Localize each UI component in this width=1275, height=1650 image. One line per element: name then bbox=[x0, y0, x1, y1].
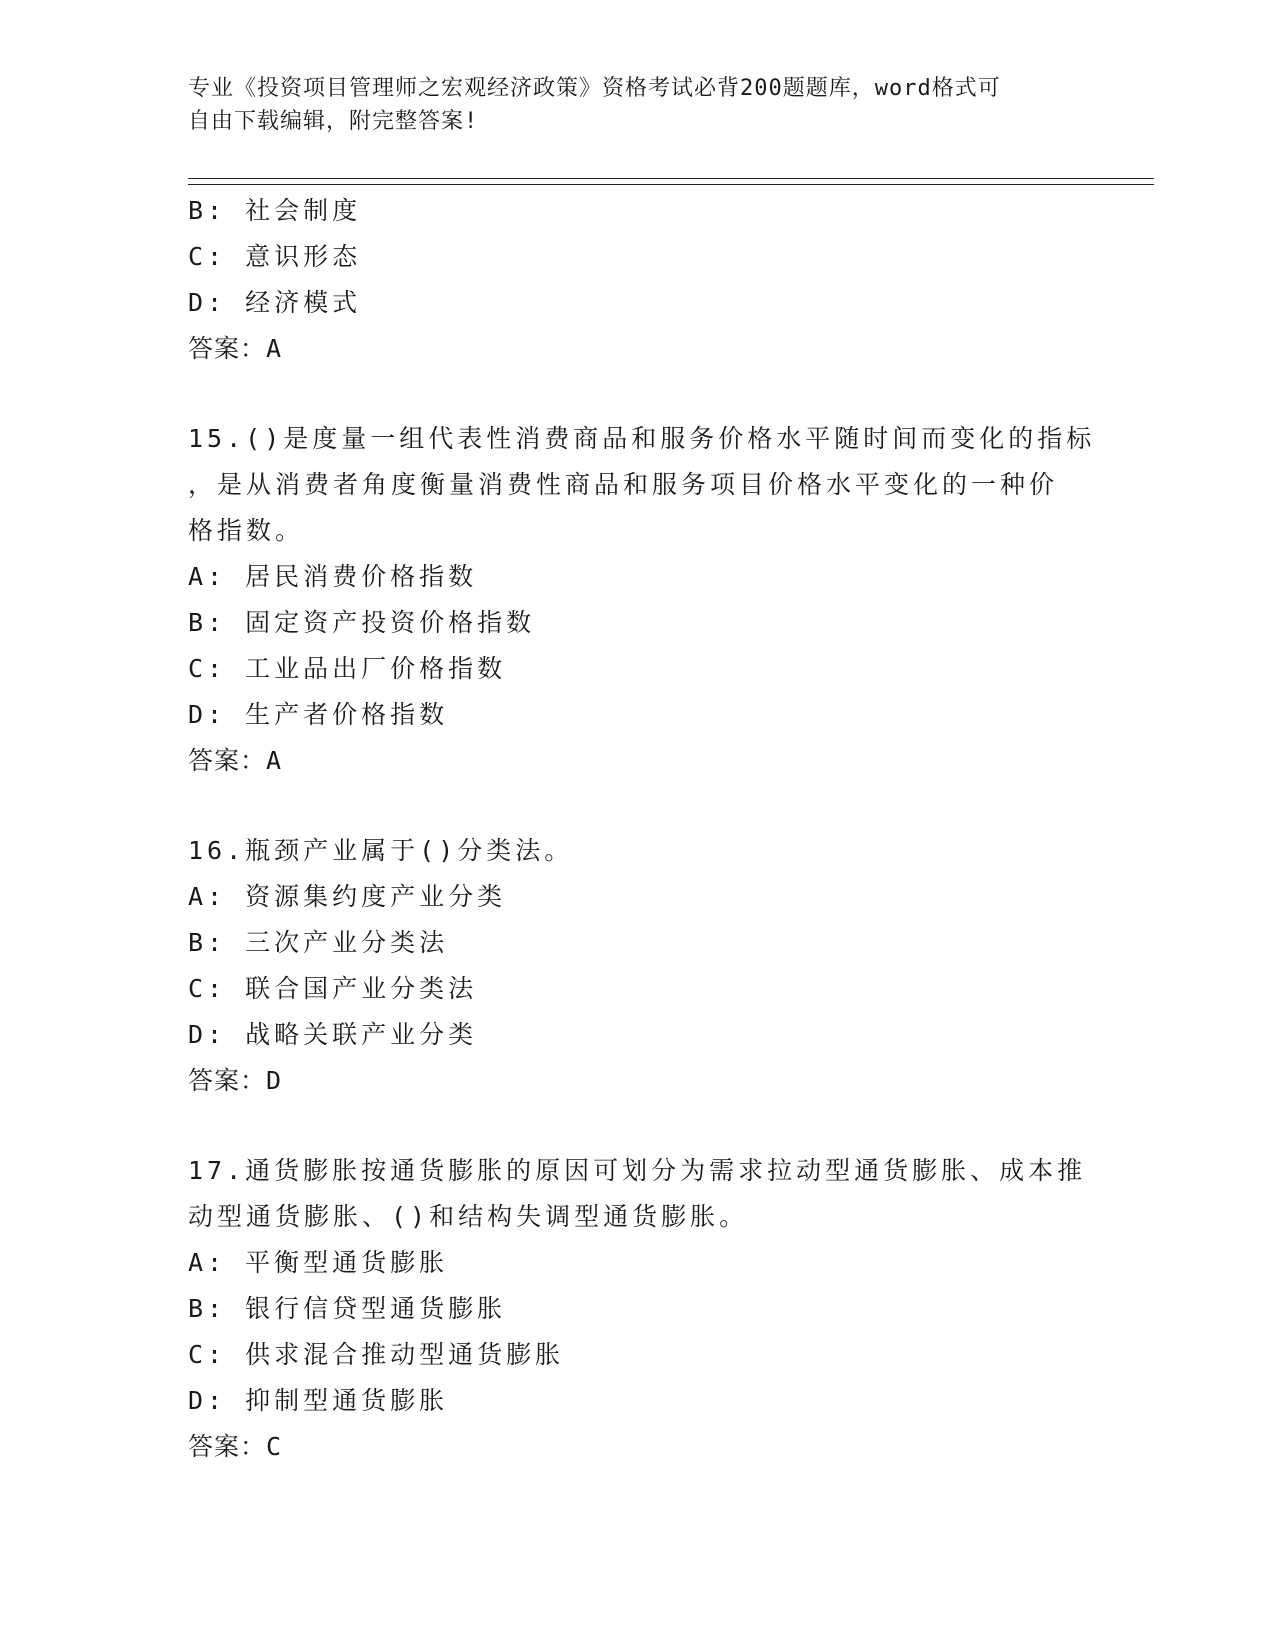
option-d: D: 生产者价格指数 bbox=[188, 700, 449, 729]
question-stem-line: 17.通货膨胀按通货膨胀的原因可划分为需求拉动型通货膨胀、成本推 bbox=[188, 1156, 1087, 1185]
question-stem-line: 格指数。 bbox=[188, 516, 305, 545]
option-c: C: 工业品出厂价格指数 bbox=[188, 654, 507, 683]
answer-line: 答案：A bbox=[188, 334, 283, 363]
question-stem-line: ，是从消费者角度衡量消费性商品和服务项目价格水平变化的一种价 bbox=[188, 470, 1059, 499]
option-a: A: 居民消费价格指数 bbox=[188, 562, 478, 591]
option-c: C: 联合国产业分类法 bbox=[188, 974, 478, 1003]
option-b: B: 银行信贷型通货膨胀 bbox=[188, 1294, 507, 1323]
option-c: C: 意识形态 bbox=[188, 242, 362, 271]
question-16 bbox=[188, 828, 1088, 1104]
option-d: D: 战略关联产业分类 bbox=[188, 1020, 478, 1049]
question-14-tail bbox=[188, 188, 1088, 372]
option-d: D: 抑制型通货膨胀 bbox=[188, 1386, 449, 1415]
answer-line: 答案：D bbox=[188, 1066, 283, 1095]
answer-line: 答案：C bbox=[188, 1432, 283, 1461]
question-15 bbox=[188, 416, 1096, 784]
question-stem-line: 16.瓶颈产业属于()分类法。 bbox=[188, 836, 574, 865]
option-b: B: 三次产业分类法 bbox=[188, 928, 449, 957]
document-header bbox=[188, 72, 1068, 138]
header-line-1: 专业《投资项目管理师之宏观经济政策》资格考试必背200题题库，word格式可 bbox=[188, 76, 1001, 101]
option-d: D: 经济模式 bbox=[188, 288, 362, 317]
question-stem-line: 15.()是度量一组代表性消费商品和服务价格水平随时间而变化的指标 bbox=[188, 424, 1096, 453]
answer-line: 答案：A bbox=[188, 746, 283, 775]
option-a: A: 资源集约度产业分类 bbox=[188, 882, 507, 911]
option-a: A: 平衡型通货膨胀 bbox=[188, 1248, 449, 1277]
header-divider-top bbox=[188, 178, 1154, 179]
option-b: B: 固定资产投资价格指数 bbox=[188, 608, 536, 637]
option-b: B: 社会制度 bbox=[188, 196, 362, 225]
header-divider-bottom bbox=[188, 184, 1154, 185]
question-list bbox=[188, 188, 1096, 1470]
question-17 bbox=[188, 1148, 1088, 1470]
header-line-2: 自由下载编辑，附完整答案! bbox=[188, 109, 479, 134]
question-stem-line: 动型通货膨胀、()和结构失调型通货膨胀。 bbox=[188, 1202, 749, 1231]
option-c: C: 供求混合推动型通货膨胀 bbox=[188, 1340, 565, 1369]
